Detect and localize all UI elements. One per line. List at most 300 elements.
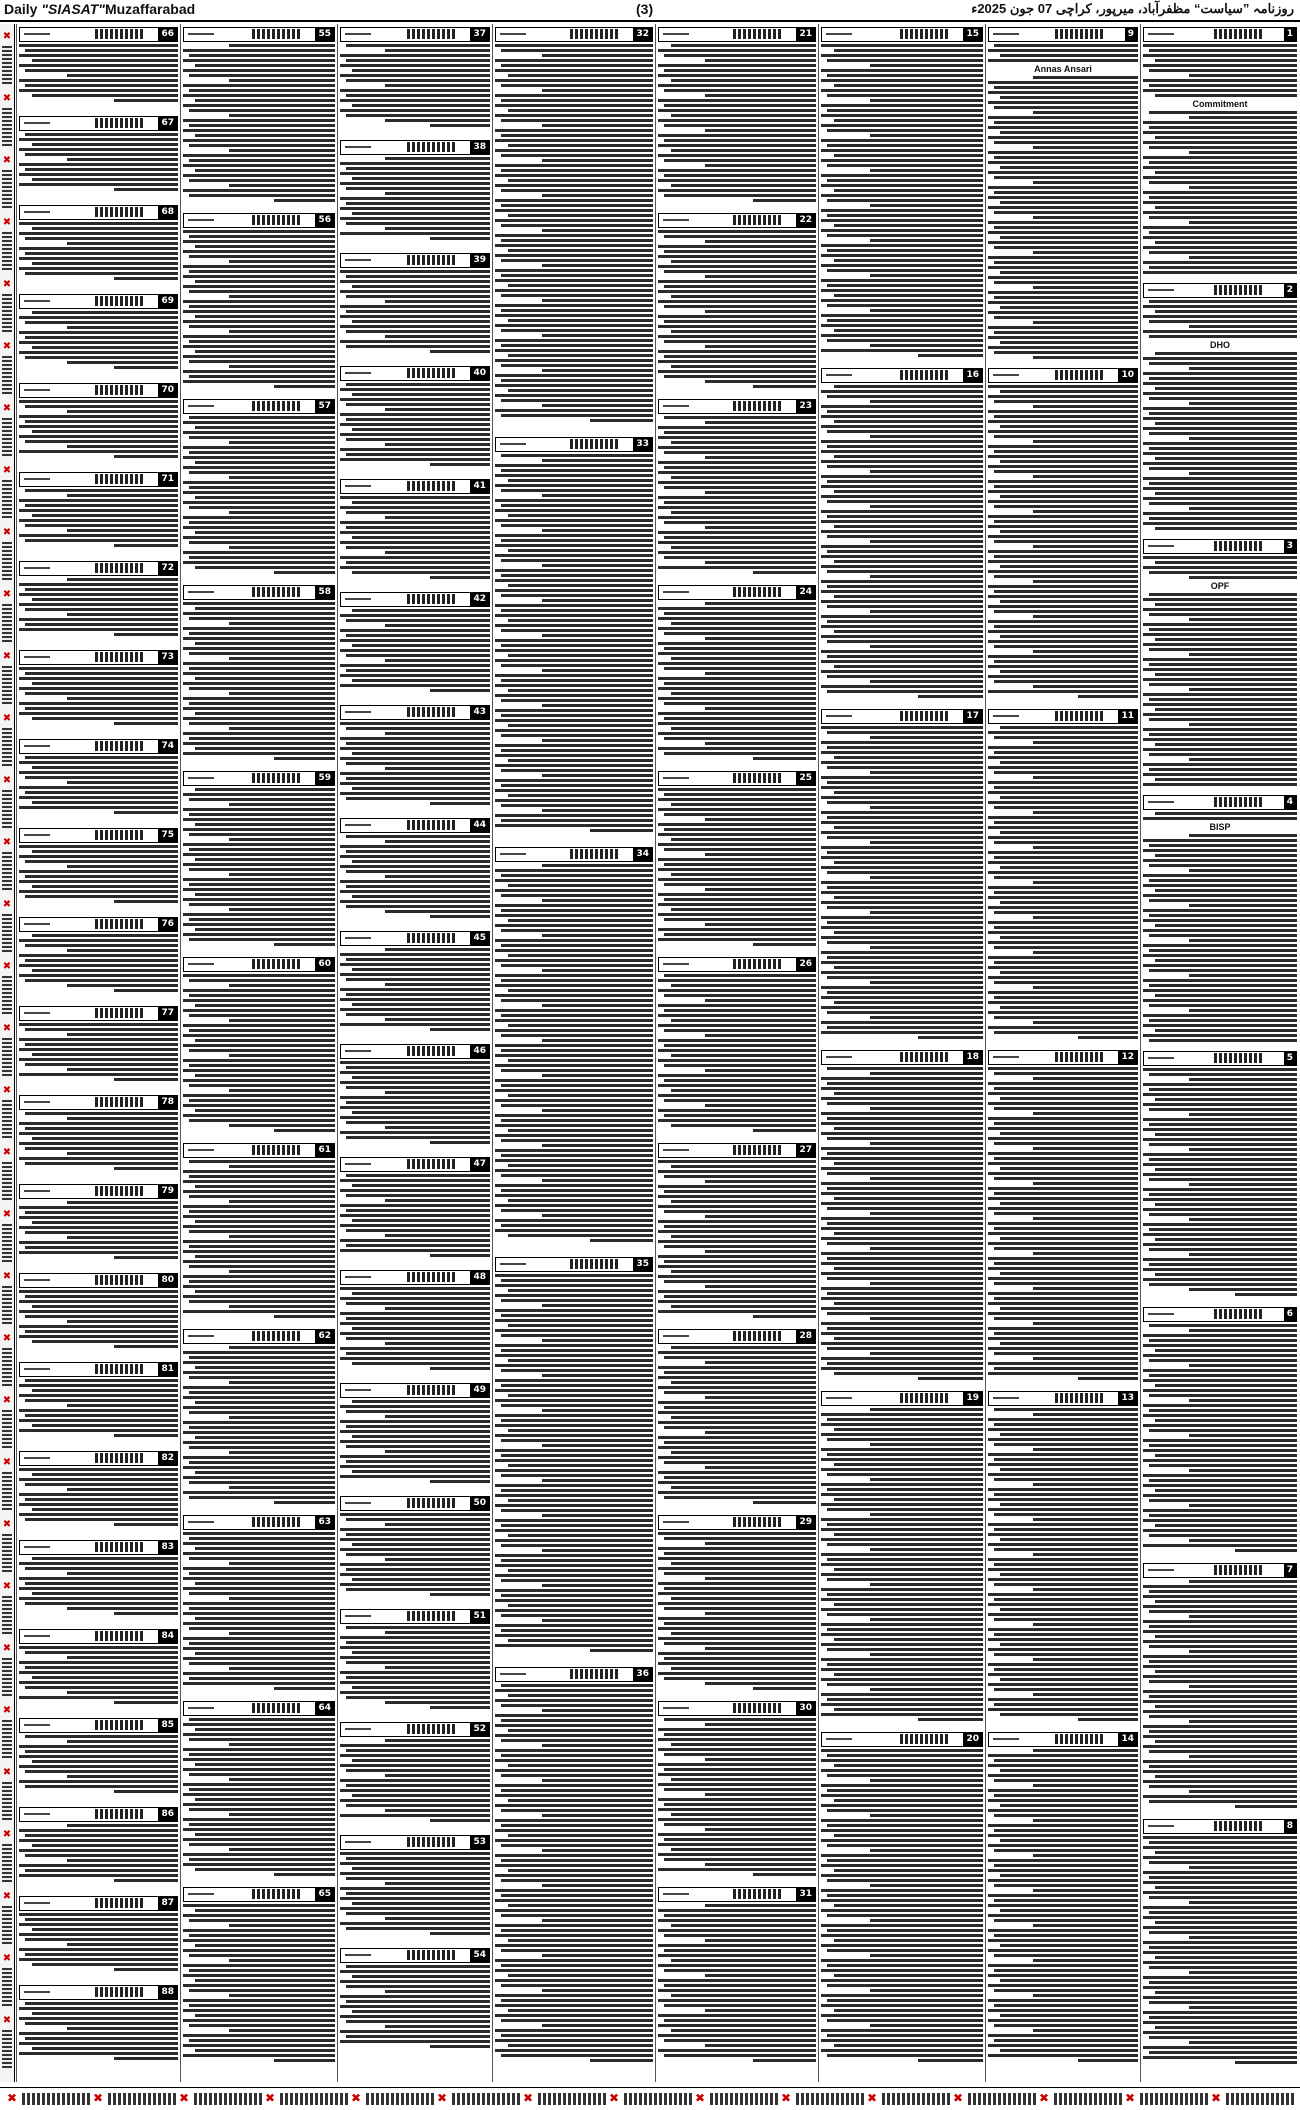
text-line <box>834 154 983 157</box>
text-line <box>25 356 178 359</box>
text-line <box>495 959 653 962</box>
text-line <box>1149 1896 1297 1899</box>
text-line <box>19 880 178 883</box>
text-line <box>821 194 983 197</box>
item-masthead-logo <box>407 1272 455 1282</box>
text-line <box>385 1199 490 1202</box>
text-line <box>183 1612 335 1615</box>
text-line <box>501 769 653 772</box>
text-line <box>664 1371 816 1374</box>
text-line <box>988 1949 1138 1952</box>
text-line <box>183 1441 335 1444</box>
text-line <box>664 1572 816 1575</box>
text-line <box>495 1029 653 1032</box>
text-line <box>705 1682 816 1685</box>
text-line <box>25 1498 178 1501</box>
text-line <box>67 529 178 532</box>
tag-rule <box>24 1012 50 1014</box>
text-line <box>1149 613 1297 616</box>
item-masthead-logo <box>252 1145 300 1155</box>
item-number: 42 <box>470 593 489 606</box>
text-line <box>870 1814 983 1817</box>
tag-rule <box>188 1521 214 1523</box>
text-line <box>495 1889 653 1892</box>
text-line <box>827 1558 983 1561</box>
text-line <box>1033 1147 1138 1150</box>
item-number: 79 <box>158 1185 177 1198</box>
news-item <box>495 24 653 428</box>
border-banner <box>2 294 12 332</box>
text-line <box>1189 1685 1297 1688</box>
text-line <box>664 1914 816 1917</box>
text-line <box>274 757 335 760</box>
text-line <box>542 1849 653 1852</box>
text-line <box>195 1979 335 1982</box>
border-ornament-icon: ✖ <box>2 1581 12 1592</box>
news-item <box>1143 536 1297 786</box>
news-item <box>19 1181 178 1264</box>
text-line <box>664 1949 816 1952</box>
text-line <box>19 1058 178 1061</box>
text-line <box>821 1899 983 1902</box>
text-line <box>1149 1499 1297 1502</box>
text-line <box>994 1703 1138 1706</box>
text-line <box>821 1819 983 1822</box>
text-line <box>1155 1886 1297 1889</box>
text-line <box>25 168 178 171</box>
text-line <box>870 841 983 844</box>
border-banner <box>2 170 12 208</box>
text-line <box>183 275 335 278</box>
text-line <box>346 167 490 170</box>
item-masthead-logo <box>900 370 948 380</box>
text-line <box>821 635 983 638</box>
text-line <box>705 2044 816 2047</box>
item-tag <box>340 1722 490 1737</box>
item-masthead-logo <box>95 1275 143 1285</box>
text-line <box>501 1384 653 1387</box>
text-line <box>1033 1889 1138 1892</box>
text-line <box>542 369 653 372</box>
text-line <box>834 1974 983 1977</box>
text-line <box>19 1478 178 1481</box>
text-line <box>705 1828 816 1831</box>
news-item <box>821 24 983 359</box>
text-line <box>189 1099 335 1102</box>
text-line <box>994 736 1138 739</box>
text-line <box>352 428 490 431</box>
text-line <box>658 712 816 715</box>
text-line <box>827 991 983 994</box>
item-tag <box>340 479 490 494</box>
text-line <box>1143 1976 1297 1979</box>
text-line <box>1189 472 1297 475</box>
text-line <box>988 81 1138 84</box>
text-line <box>988 1638 1138 1641</box>
text-line <box>827 1222 983 1225</box>
text-line <box>1143 261 1297 264</box>
text-line <box>705 1758 816 1761</box>
text-line <box>988 266 1138 269</box>
text-line <box>988 826 1138 829</box>
text-line <box>183 637 335 640</box>
border-ornament-icon: ✖ <box>2 465 12 476</box>
text-line <box>25 539 178 542</box>
text-line <box>988 1127 1138 1130</box>
text-line <box>994 1969 1138 1972</box>
text-line <box>918 1036 983 1039</box>
text-line <box>495 1899 653 1902</box>
text-line <box>1149 663 1297 666</box>
text-line <box>671 1848 816 1851</box>
tag-rule <box>345 1389 371 1391</box>
tag-rule <box>188 405 214 407</box>
text-line <box>1143 1474 1297 1477</box>
text-line <box>1033 76 1138 79</box>
text-line <box>67 361 178 364</box>
news-item <box>340 702 490 809</box>
text-line <box>1149 335 1297 338</box>
text-line <box>1149 49 1297 52</box>
text-line <box>1078 1036 1138 1039</box>
text-line <box>340 747 490 750</box>
text-line <box>658 1738 816 1741</box>
text-line <box>501 1579 653 1582</box>
text-line <box>1189 1113 1297 1116</box>
text-line <box>495 1699 653 1702</box>
text-line <box>346 1661 490 1664</box>
text-line <box>542 494 653 497</box>
text-line <box>821 2039 983 2042</box>
text-line <box>25 608 178 611</box>
text-line <box>1033 811 1138 814</box>
text-line <box>183 174 335 177</box>
text-line <box>664 486 816 489</box>
text-line <box>229 1416 335 1419</box>
text-line <box>821 615 983 618</box>
text-line <box>590 1239 653 1242</box>
text-line <box>542 669 653 672</box>
news-item <box>658 954 816 1134</box>
text-line <box>1143 1258 1297 1261</box>
text-line <box>67 1404 178 1407</box>
footer-ornament-icon: ✖ <box>866 2091 878 2105</box>
item-masthead-logo <box>733 1517 781 1527</box>
text-line <box>189 1119 335 1122</box>
text-line <box>340 684 490 687</box>
text-line <box>542 1479 653 1482</box>
text-line <box>834 490 983 493</box>
text-line <box>1149 1645 1297 1648</box>
text-line <box>664 466 816 469</box>
text-line <box>183 662 335 665</box>
text-line <box>340 1681 490 1684</box>
text-line <box>658 1220 816 1223</box>
text-line <box>1000 1538 1138 1541</box>
text-line <box>664 1788 816 1791</box>
text-line <box>870 876 983 879</box>
text-line <box>1143 211 1297 214</box>
text-line <box>183 59 335 62</box>
text-line <box>1149 1123 1297 1126</box>
text-line <box>229 1381 335 1384</box>
item-number: 2 <box>1284 284 1296 297</box>
text-line <box>821 821 983 824</box>
text-line <box>834 1764 983 1767</box>
text-line <box>988 49 1138 52</box>
text-line <box>19 583 178 586</box>
text-line <box>346 1533 490 1536</box>
text-line <box>821 901 983 904</box>
text-line <box>658 315 816 318</box>
text-line <box>346 1209 490 1212</box>
text-line <box>346 310 490 313</box>
text-line <box>346 1121 490 1124</box>
item-number: 83 <box>158 1541 177 1554</box>
text-line <box>183 1602 335 1605</box>
text-line <box>501 999 653 1002</box>
text-line <box>821 450 983 453</box>
text-line <box>658 652 816 655</box>
news-item <box>19 647 178 730</box>
footer-ornament-icon: ✖ <box>694 2091 706 2105</box>
text-line <box>1189 1329 1297 1332</box>
text-line <box>19 687 178 690</box>
text-line <box>821 1934 983 1937</box>
text-line <box>1000 54 1138 57</box>
text-line <box>346 403 490 406</box>
text-line <box>183 1406 335 1409</box>
text-line <box>501 2019 653 2022</box>
text-line <box>658 1275 816 1278</box>
text-line <box>1189 221 1297 224</box>
text-line <box>1000 1713 1138 1716</box>
text-line <box>1000 1237 1138 1240</box>
text-line <box>664 451 816 454</box>
text-line <box>658 1853 816 1856</box>
text-line <box>1000 866 1138 869</box>
text-line <box>1000 201 1138 204</box>
text-line <box>994 331 1138 334</box>
text-line <box>658 2014 816 2017</box>
text-line <box>352 69 490 72</box>
text-line <box>25 1414 178 1417</box>
text-line <box>114 1434 178 1437</box>
text-line <box>385 948 490 951</box>
text-line <box>1155 1705 1297 1708</box>
text-line <box>508 1289 653 1292</box>
news-item <box>183 1698 335 1878</box>
text-line <box>340 1071 490 1074</box>
text-line <box>1189 116 1297 119</box>
text-line <box>664 1295 816 1298</box>
text-line <box>346 1912 490 1915</box>
text-line <box>827 851 983 854</box>
text-line <box>25 1231 178 1234</box>
text-line <box>658 1170 816 1173</box>
text-line <box>19 173 178 176</box>
text-line <box>994 1016 1138 1019</box>
text-line <box>994 1157 1138 1160</box>
text-line <box>1143 2031 1297 2034</box>
text-line <box>508 1764 653 1767</box>
text-line <box>32 1676 178 1679</box>
text-line <box>1143 1630 1297 1633</box>
text-line <box>821 881 983 884</box>
text-line <box>340 664 490 667</box>
text-line <box>658 1386 816 1389</box>
text-line <box>1033 615 1138 618</box>
text-line <box>834 1498 983 1501</box>
news-item <box>340 24 490 131</box>
border-ornament-icon: ✖ <box>2 961 12 972</box>
news-item <box>495 844 653 1248</box>
item-number: 46 <box>470 1045 489 1058</box>
text-line <box>67 984 178 987</box>
text-line <box>67 1201 178 1204</box>
text-line <box>827 1648 983 1651</box>
text-line <box>340 1563 490 1566</box>
text-line <box>671 2029 816 2032</box>
tag-rule <box>345 1163 371 1165</box>
item-masthead-logo <box>95 296 143 306</box>
text-line <box>542 1814 653 1817</box>
text-line <box>195 677 335 680</box>
text-line <box>994 660 1138 663</box>
text-line <box>753 385 816 388</box>
text-line <box>834 189 983 192</box>
text-line <box>25 1483 178 1486</box>
text-line <box>664 124 816 127</box>
item-number: 64 <box>315 1702 334 1715</box>
text-line <box>994 415 1138 418</box>
text-line <box>495 234 653 237</box>
text-line <box>346 1927 490 1930</box>
border-ornament-icon: ✖ <box>2 589 12 600</box>
text-line <box>821 846 983 849</box>
text-line <box>495 824 653 827</box>
text-line <box>827 465 983 468</box>
text-line <box>1189 1615 1297 1618</box>
text-line <box>834 259 983 262</box>
text-line <box>664 416 816 419</box>
text-line <box>32 1592 178 1595</box>
item-tag <box>19 383 178 398</box>
text-line <box>229 546 335 549</box>
text-line <box>430 1706 490 1709</box>
text-line <box>340 305 490 308</box>
text-line <box>542 1989 653 1992</box>
item-masthead-logo <box>95 563 143 573</box>
text-line <box>1000 1132 1138 1135</box>
text-line <box>189 89 335 92</box>
text-line <box>195 1868 335 1871</box>
text-line <box>870 470 983 473</box>
footer-banner <box>538 2093 606 2105</box>
text-line <box>664 828 816 831</box>
news-item <box>340 1719 490 1826</box>
text-line <box>495 1959 653 1962</box>
text-line <box>346 1857 490 1860</box>
text-line <box>1000 96 1138 99</box>
text-line <box>827 1152 983 1155</box>
text-line <box>988 1362 1138 1365</box>
item-number: 9 <box>1125 28 1137 41</box>
text-line <box>340 772 490 775</box>
text-line <box>1143 1529 1297 1532</box>
text-line <box>658 1094 816 1097</box>
text-line <box>1155 1635 1297 1638</box>
text-line <box>352 501 490 504</box>
tag-rule <box>1148 1569 1174 1571</box>
tag-rule <box>24 656 50 658</box>
text-line <box>994 1247 1138 1250</box>
text-line <box>827 675 983 678</box>
text-line <box>189 1753 335 1756</box>
text-line <box>988 1337 1138 1340</box>
text-line <box>542 1144 653 1147</box>
footer-banner <box>796 2093 864 2105</box>
text-line <box>664 1768 816 1771</box>
text-line <box>508 249 653 252</box>
text-line <box>67 1033 178 1036</box>
text-line <box>658 1532 816 1535</box>
text-line <box>1033 951 1138 954</box>
text-line <box>1143 305 1297 308</box>
text-line <box>195 280 335 283</box>
text-line <box>1033 146 1138 149</box>
text-line <box>495 1079 653 1082</box>
item-number: 4 <box>1284 796 1296 809</box>
text-line <box>834 1834 983 1837</box>
text-line <box>1155 171 1297 174</box>
item-tag <box>658 585 816 600</box>
text-line <box>1143 1449 1297 1452</box>
text-line <box>340 2040 490 2043</box>
text-line <box>1000 726 1138 729</box>
tag-rule <box>663 1521 689 1523</box>
text-line <box>658 1436 816 1439</box>
text-line <box>229 1124 335 1127</box>
text-line <box>988 956 1138 959</box>
news-item <box>183 768 335 948</box>
text-line <box>671 260 816 263</box>
text-line <box>340 1347 490 1350</box>
text-line <box>19 1874 178 1877</box>
text-line <box>25 1518 178 1521</box>
text-line <box>189 833 335 836</box>
text-line <box>658 1954 816 1957</box>
text-line <box>1149 1374 1297 1377</box>
text-line <box>827 1067 983 1070</box>
footer-banner <box>710 2093 778 2105</box>
text-line <box>821 961 983 964</box>
text-line <box>1033 1553 1138 1556</box>
inline-english-text: BISP <box>1209 822 1231 832</box>
text-line <box>501 1139 653 1142</box>
text-line <box>705 345 816 348</box>
text-line <box>705 129 816 132</box>
text-line <box>542 1214 653 1217</box>
text-line <box>1149 914 1297 917</box>
text-line <box>501 2034 653 2037</box>
text-line <box>1033 475 1138 478</box>
text-line <box>671 1924 816 1927</box>
text-line <box>671 1743 816 1746</box>
text-line <box>352 1686 490 1689</box>
text-line <box>495 2049 653 2052</box>
text-line <box>988 1067 1138 1070</box>
